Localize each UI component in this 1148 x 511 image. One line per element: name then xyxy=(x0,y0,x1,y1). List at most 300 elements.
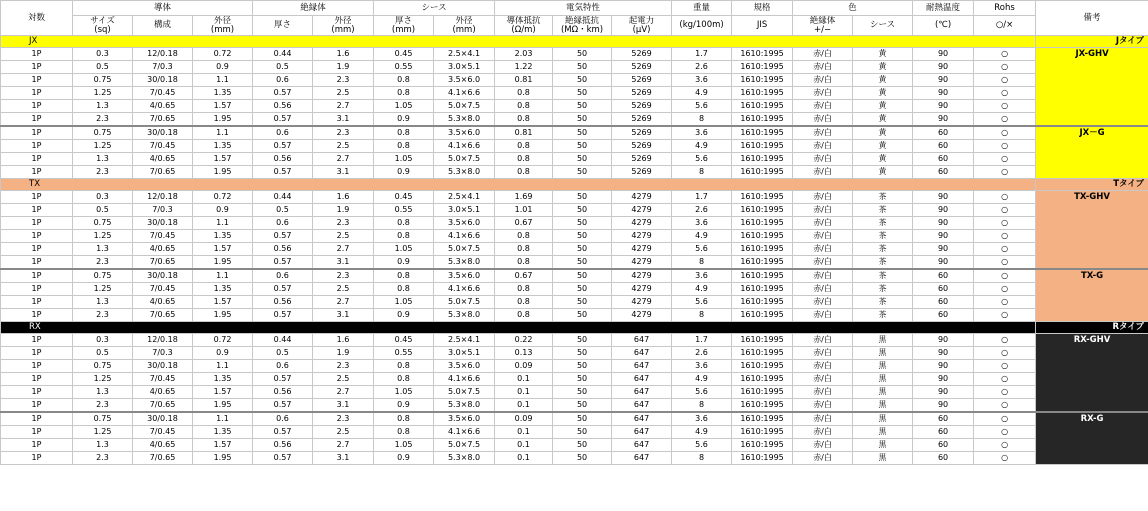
cell-sheath-color: 黒 xyxy=(853,347,913,360)
cell-insulation-color: 赤/白 xyxy=(793,74,853,87)
cell-sheath-color: 茶 xyxy=(853,309,913,322)
subheader-conductor-od: 外径 (mm) xyxy=(193,16,253,36)
cell-pairs: 1P xyxy=(1,360,73,373)
table-row xyxy=(1,191,1148,204)
cell-insulation-thickness: 0.56 xyxy=(253,386,313,399)
header-remarks: 備考 xyxy=(1036,1,1148,36)
cell-conductor-resistance: 0.8 xyxy=(495,166,553,179)
cell-sheath-od: 5.3×8.0 xyxy=(434,113,495,127)
subheader-sheath-od: 外径 (mm) xyxy=(434,16,495,36)
cell-conductor-od: 1.35 xyxy=(193,426,253,439)
cell-sheath-od: 4.1×6.6 xyxy=(434,426,495,439)
cell-rohs: ○ xyxy=(974,386,1036,399)
cell-rohs: ○ xyxy=(974,87,1036,100)
cell-insulation-thickness: 0.57 xyxy=(253,140,313,153)
cell-sheath-thickness: 0.8 xyxy=(374,217,434,230)
cell-conductor-od: 1.35 xyxy=(193,373,253,386)
cell-weight: 3.6 xyxy=(672,360,732,373)
cell-heat: 60 xyxy=(913,153,974,166)
cell-insulation-resistance: 50 xyxy=(553,61,612,74)
cell-conductor-resistance: 2.03 xyxy=(495,48,553,61)
cell-conductor-od: 1.57 xyxy=(193,153,253,166)
cell-jis: 1610:1995 xyxy=(732,243,793,256)
cell-heat: 90 xyxy=(913,386,974,399)
cell-pairs: 1P xyxy=(1,243,73,256)
cell-construction: 7/0.3 xyxy=(133,61,193,74)
cell-construction: 30/0.18 xyxy=(133,74,193,87)
cell-construction: 7/0.45 xyxy=(133,230,193,243)
cell-construction: 12/0.18 xyxy=(133,191,193,204)
cell-pairs: 1P xyxy=(1,386,73,399)
cell-insulation-thickness: 0.57 xyxy=(253,283,313,296)
cell-insulation-resistance: 50 xyxy=(553,283,612,296)
cell-insulation-thickness: 0.6 xyxy=(253,217,313,230)
cell-jis: 1610:1995 xyxy=(732,296,793,309)
cell-emf: 5269 xyxy=(612,61,672,74)
cell-emf: 5269 xyxy=(612,166,672,179)
cell-sheath-color: 茶 xyxy=(853,191,913,204)
cell-pairs: 1P xyxy=(1,347,73,360)
cell-construction: 4/0.65 xyxy=(133,153,193,166)
cell-heat: 90 xyxy=(913,100,974,113)
cell-construction: 7/0.65 xyxy=(133,166,193,179)
cell-construction: 12/0.18 xyxy=(133,334,193,347)
cell-conductor-od: 1.95 xyxy=(193,113,253,127)
cell-sheath-od: 2.5×4.1 xyxy=(434,334,495,347)
cell-heat: 90 xyxy=(913,87,974,100)
cell-conductor-resistance: 0.8 xyxy=(495,230,553,243)
cell-sheath-thickness: 0.8 xyxy=(374,87,434,100)
cell-weight: 5.6 xyxy=(672,100,732,113)
cell-sheath-thickness: 1.05 xyxy=(374,153,434,166)
cell-insulation-thickness: 0.5 xyxy=(253,204,313,217)
cell-pairs: 1P xyxy=(1,61,73,74)
spec-table-body xyxy=(1,36,1148,465)
table-row xyxy=(1,386,1148,399)
cell-conductor-od: 0.72 xyxy=(193,48,253,61)
cell-pairs: 1P xyxy=(1,126,73,140)
cell-pairs: 1P xyxy=(1,309,73,322)
cell-conductor-resistance: 0.67 xyxy=(495,217,553,230)
cell-size: 0.75 xyxy=(73,269,133,283)
subheader-rohs-mark: ○/× xyxy=(974,16,1036,36)
table-row xyxy=(1,153,1148,166)
cell-insulation-color: 赤/白 xyxy=(793,204,853,217)
table-row xyxy=(1,217,1148,230)
cell-size: 1.3 xyxy=(73,100,133,113)
table-row xyxy=(1,412,1148,426)
cell-insulation-resistance: 50 xyxy=(553,386,612,399)
cell-conductor-od: 1.35 xyxy=(193,283,253,296)
cell-jis: 1610:1995 xyxy=(732,412,793,426)
cell-size: 0.75 xyxy=(73,412,133,426)
cell-conductor-resistance: 0.8 xyxy=(495,87,553,100)
cell-sheath-od: 5.3×8.0 xyxy=(434,166,495,179)
cell-rohs: ○ xyxy=(974,439,1036,452)
cell-sheath-od: 3.5×6.0 xyxy=(434,412,495,426)
cell-weight: 4.9 xyxy=(672,140,732,153)
cell-jis: 1610:1995 xyxy=(732,61,793,74)
table-row xyxy=(1,126,1148,140)
cell-insulation-od: 3.1 xyxy=(313,256,374,270)
cell-conductor-resistance: 0.13 xyxy=(495,347,553,360)
table-row xyxy=(1,74,1148,87)
cell-insulation-thickness: 0.57 xyxy=(253,166,313,179)
cell-insulation-resistance: 50 xyxy=(553,256,612,270)
subheader-insulation-resistance: 絶縁抵抗 (MΩ・km) xyxy=(553,16,612,36)
table-row xyxy=(1,230,1148,243)
cell-insulation-resistance: 50 xyxy=(553,74,612,87)
cell-heat: 90 xyxy=(913,243,974,256)
cell-sheath-od: 3.5×6.0 xyxy=(434,360,495,373)
cell-weight: 2.6 xyxy=(672,204,732,217)
cell-sheath-color: 黄 xyxy=(853,48,913,61)
cell-emf: 4279 xyxy=(612,296,672,309)
header-pairs: 対数 xyxy=(1,1,73,36)
cell-conductor-od: 1.1 xyxy=(193,360,253,373)
cell-pairs: 1P xyxy=(1,256,73,270)
cell-insulation-od: 2.5 xyxy=(313,283,374,296)
cell-sheath-thickness: 0.8 xyxy=(374,230,434,243)
cell-conductor-od: 1.1 xyxy=(193,74,253,87)
cell-sheath-color: 黄 xyxy=(853,61,913,74)
cell-sheath-thickness: 0.8 xyxy=(374,283,434,296)
group-name: RX-GHV xyxy=(1036,334,1148,413)
cell-sheath-color: 黒 xyxy=(853,439,913,452)
table-row xyxy=(1,439,1148,452)
cell-sheath-color: 黄 xyxy=(853,74,913,87)
cell-sheath-od: 4.1×6.6 xyxy=(434,140,495,153)
subheader-jis: JIS xyxy=(732,16,793,36)
cell-sheath-od: 5.3×8.0 xyxy=(434,452,495,465)
cell-size: 0.5 xyxy=(73,204,133,217)
cell-sheath-color: 茶 xyxy=(853,256,913,270)
cell-conductor-resistance: 0.81 xyxy=(495,126,553,140)
cell-insulation-thickness: 0.57 xyxy=(253,230,313,243)
cell-sheath-color: 茶 xyxy=(853,243,913,256)
cell-heat: 90 xyxy=(913,373,974,386)
cell-heat: 90 xyxy=(913,113,974,127)
group-name: TX-GHV xyxy=(1036,191,1148,270)
table-row xyxy=(1,283,1148,296)
cell-insulation-color: 赤/白 xyxy=(793,166,853,179)
cell-insulation-od: 2.3 xyxy=(313,217,374,230)
cell-weight: 5.6 xyxy=(672,153,732,166)
cell-conductor-od: 1.95 xyxy=(193,309,253,322)
cell-insulation-thickness: 0.6 xyxy=(253,74,313,87)
cell-size: 2.3 xyxy=(73,452,133,465)
cell-conductor-resistance: 0.8 xyxy=(495,100,553,113)
cell-insulation-od: 2.5 xyxy=(313,230,374,243)
cell-conductor-od: 0.72 xyxy=(193,334,253,347)
cell-emf: 647 xyxy=(612,334,672,347)
section-code: TX xyxy=(1,179,1036,191)
cell-conductor-resistance: 0.67 xyxy=(495,269,553,283)
cell-insulation-resistance: 50 xyxy=(553,153,612,166)
cell-rohs: ○ xyxy=(974,412,1036,426)
cell-conductor-od: 1.57 xyxy=(193,439,253,452)
cell-rohs: ○ xyxy=(974,48,1036,61)
table-row xyxy=(1,426,1148,439)
section-header-row xyxy=(1,36,1148,48)
cell-rohs: ○ xyxy=(974,191,1036,204)
cell-sheath-od: 3.0×5.1 xyxy=(434,204,495,217)
group-name: RX-G xyxy=(1036,412,1148,465)
cell-insulation-od: 2.7 xyxy=(313,439,374,452)
cell-size: 1.25 xyxy=(73,230,133,243)
cell-weight: 8 xyxy=(672,309,732,322)
cell-heat: 90 xyxy=(913,334,974,347)
cell-pairs: 1P xyxy=(1,283,73,296)
cell-weight: 4.9 xyxy=(672,373,732,386)
cell-rohs: ○ xyxy=(974,426,1036,439)
cell-sheath-color: 茶 xyxy=(853,204,913,217)
cell-sheath-thickness: 0.8 xyxy=(374,360,434,373)
table-row xyxy=(1,360,1148,373)
cell-sheath-thickness: 0.8 xyxy=(374,426,434,439)
cell-pairs: 1P xyxy=(1,296,73,309)
cell-sheath-od: 3.5×6.0 xyxy=(434,269,495,283)
cell-construction: 4/0.65 xyxy=(133,439,193,452)
cell-insulation-thickness: 0.44 xyxy=(253,48,313,61)
cell-heat: 90 xyxy=(913,347,974,360)
table-row xyxy=(1,309,1148,322)
cell-construction: 30/0.18 xyxy=(133,126,193,140)
cell-jis: 1610:1995 xyxy=(732,113,793,127)
cell-pairs: 1P xyxy=(1,100,73,113)
cell-sheath-thickness: 0.55 xyxy=(374,347,434,360)
cell-insulation-thickness: 0.57 xyxy=(253,87,313,100)
cell-conductor-resistance: 0.8 xyxy=(495,140,553,153)
table-row xyxy=(1,334,1148,347)
cell-size: 0.75 xyxy=(73,217,133,230)
cell-insulation-resistance: 50 xyxy=(553,373,612,386)
cell-insulation-od: 3.1 xyxy=(313,309,374,322)
cell-insulation-thickness: 0.57 xyxy=(253,113,313,127)
cell-jis: 1610:1995 xyxy=(732,166,793,179)
cell-construction: 30/0.18 xyxy=(133,217,193,230)
cell-heat: 60 xyxy=(913,412,974,426)
cell-sheath-thickness: 0.45 xyxy=(374,191,434,204)
cell-pairs: 1P xyxy=(1,399,73,413)
cell-size: 1.3 xyxy=(73,296,133,309)
subheader-conductor-resistance: 導体抵抗 (Ω/m) xyxy=(495,16,553,36)
cell-insulation-od: 2.5 xyxy=(313,140,374,153)
cell-insulation-resistance: 50 xyxy=(553,217,612,230)
cell-construction: 12/0.18 xyxy=(133,48,193,61)
header-conductor: 導体 xyxy=(73,1,253,16)
cell-insulation-thickness: 0.57 xyxy=(253,399,313,413)
cell-insulation-resistance: 50 xyxy=(553,204,612,217)
cell-insulation-thickness: 0.57 xyxy=(253,373,313,386)
cell-sheath-thickness: 0.9 xyxy=(374,256,434,270)
cell-insulation-color: 赤/白 xyxy=(793,412,853,426)
section-code: RX xyxy=(1,322,1036,334)
cell-insulation-thickness: 0.57 xyxy=(253,256,313,270)
cell-sheath-od: 4.1×6.6 xyxy=(434,230,495,243)
cell-weight: 3.6 xyxy=(672,217,732,230)
table-row xyxy=(1,243,1148,256)
cell-pairs: 1P xyxy=(1,426,73,439)
cell-construction: 7/0.3 xyxy=(133,347,193,360)
cell-weight: 3.6 xyxy=(672,74,732,87)
cell-insulation-od: 2.3 xyxy=(313,269,374,283)
cell-emf: 647 xyxy=(612,452,672,465)
subheader-sheath-thickness: 厚さ (mm) xyxy=(374,16,434,36)
cell-emf: 647 xyxy=(612,373,672,386)
cell-insulation-resistance: 50 xyxy=(553,426,612,439)
cell-size: 0.5 xyxy=(73,347,133,360)
cell-conductor-od: 1.1 xyxy=(193,269,253,283)
cell-pairs: 1P xyxy=(1,334,73,347)
table-row xyxy=(1,373,1148,386)
cell-insulation-thickness: 0.56 xyxy=(253,243,313,256)
cell-insulation-color: 赤/白 xyxy=(793,61,853,74)
cell-insulation-od: 2.5 xyxy=(313,87,374,100)
cell-conductor-od: 0.9 xyxy=(193,204,253,217)
cell-sheath-od: 4.1×6.6 xyxy=(434,373,495,386)
cell-insulation-resistance: 50 xyxy=(553,399,612,413)
cell-conductor-resistance: 0.1 xyxy=(495,439,553,452)
cell-conductor-resistance: 0.1 xyxy=(495,399,553,413)
cell-pairs: 1P xyxy=(1,269,73,283)
subheader-size: サイズ (sq) xyxy=(73,16,133,36)
cell-construction: 4/0.65 xyxy=(133,243,193,256)
cell-conductor-resistance: 0.22 xyxy=(495,334,553,347)
cell-sheath-thickness: 0.8 xyxy=(374,373,434,386)
cell-emf: 4279 xyxy=(612,204,672,217)
cell-insulation-color: 赤/白 xyxy=(793,230,853,243)
cell-conductor-od: 1.95 xyxy=(193,399,253,413)
cell-jis: 1610:1995 xyxy=(732,399,793,413)
cell-jis: 1610:1995 xyxy=(732,48,793,61)
cell-size: 0.75 xyxy=(73,360,133,373)
cell-weight: 3.6 xyxy=(672,412,732,426)
cell-insulation-od: 1.6 xyxy=(313,191,374,204)
cell-insulation-od: 1.9 xyxy=(313,61,374,74)
cell-weight: 1.7 xyxy=(672,191,732,204)
cell-pairs: 1P xyxy=(1,204,73,217)
cell-rohs: ○ xyxy=(974,126,1036,140)
cell-insulation-resistance: 50 xyxy=(553,309,612,322)
cell-construction: 7/0.45 xyxy=(133,373,193,386)
cell-insulation-od: 2.7 xyxy=(313,100,374,113)
cell-insulation-od: 2.3 xyxy=(313,360,374,373)
cell-conductor-resistance: 0.8 xyxy=(495,153,553,166)
cell-sheath-od: 5.3×8.0 xyxy=(434,399,495,413)
cell-heat: 60 xyxy=(913,309,974,322)
cell-jis: 1610:1995 xyxy=(732,373,793,386)
cell-insulation-color: 赤/白 xyxy=(793,87,853,100)
cell-conductor-resistance: 0.8 xyxy=(495,296,553,309)
cell-weight: 5.6 xyxy=(672,243,732,256)
cell-insulation-od: 2.7 xyxy=(313,386,374,399)
cell-insulation-color: 赤/白 xyxy=(793,399,853,413)
cell-sheath-od: 5.0×7.5 xyxy=(434,439,495,452)
cell-insulation-resistance: 50 xyxy=(553,230,612,243)
cell-jis: 1610:1995 xyxy=(732,87,793,100)
cell-conductor-od: 1.1 xyxy=(193,412,253,426)
cell-pairs: 1P xyxy=(1,191,73,204)
cell-sheath-od: 3.5×6.0 xyxy=(434,126,495,140)
cell-rohs: ○ xyxy=(974,296,1036,309)
cell-jis: 1610:1995 xyxy=(732,74,793,87)
cell-weight: 5.6 xyxy=(672,386,732,399)
cell-rohs: ○ xyxy=(974,230,1036,243)
cell-insulation-color: 赤/白 xyxy=(793,153,853,166)
cell-conductor-resistance: 0.1 xyxy=(495,373,553,386)
cell-weight: 8 xyxy=(672,113,732,127)
cell-pairs: 1P xyxy=(1,452,73,465)
cell-size: 1.25 xyxy=(73,373,133,386)
cell-insulation-color: 赤/白 xyxy=(793,296,853,309)
cell-sheath-color: 黄 xyxy=(853,153,913,166)
cell-sheath-od: 5.0×7.5 xyxy=(434,386,495,399)
cell-weight: 8 xyxy=(672,166,732,179)
cell-rohs: ○ xyxy=(974,256,1036,270)
cell-sheath-thickness: 0.8 xyxy=(374,126,434,140)
cell-construction: 4/0.65 xyxy=(133,100,193,113)
cell-sheath-color: 黒 xyxy=(853,412,913,426)
cell-insulation-thickness: 0.5 xyxy=(253,347,313,360)
cell-jis: 1610:1995 xyxy=(732,217,793,230)
cell-insulation-resistance: 50 xyxy=(553,113,612,127)
cell-sheath-color: 黄 xyxy=(853,140,913,153)
cell-size: 1.25 xyxy=(73,140,133,153)
cell-insulation-resistance: 50 xyxy=(553,126,612,140)
header-heat: 耐熱温度 xyxy=(913,1,974,16)
cell-insulation-thickness: 0.56 xyxy=(253,439,313,452)
cell-pairs: 1P xyxy=(1,439,73,452)
cell-sheath-od: 5.0×7.5 xyxy=(434,296,495,309)
cell-size: 0.3 xyxy=(73,334,133,347)
cell-construction: 4/0.65 xyxy=(133,386,193,399)
table-row xyxy=(1,113,1148,127)
cell-construction: 30/0.18 xyxy=(133,412,193,426)
cell-insulation-resistance: 50 xyxy=(553,100,612,113)
cell-insulation-color: 赤/白 xyxy=(793,309,853,322)
cell-sheath-color: 黄 xyxy=(853,113,913,127)
cell-rohs: ○ xyxy=(974,373,1036,386)
cell-sheath-thickness: 0.9 xyxy=(374,399,434,413)
cell-sheath-od: 3.5×6.0 xyxy=(434,74,495,87)
cell-conductor-od: 0.9 xyxy=(193,61,253,74)
cell-conductor-resistance: 0.1 xyxy=(495,426,553,439)
cell-rohs: ○ xyxy=(974,283,1036,296)
cell-insulation-resistance: 50 xyxy=(553,140,612,153)
cell-conductor-od: 1.35 xyxy=(193,87,253,100)
table-row xyxy=(1,296,1148,309)
cell-insulation-resistance: 50 xyxy=(553,243,612,256)
cell-heat: 60 xyxy=(913,269,974,283)
cell-insulation-color: 赤/白 xyxy=(793,269,853,283)
cell-insulation-thickness: 0.56 xyxy=(253,153,313,166)
cell-insulation-color: 赤/白 xyxy=(793,426,853,439)
cell-insulation-resistance: 50 xyxy=(553,166,612,179)
cell-conductor-od: 0.9 xyxy=(193,347,253,360)
cell-sheath-od: 3.0×5.1 xyxy=(434,347,495,360)
cell-sheath-thickness: 0.8 xyxy=(374,412,434,426)
cell-size: 2.3 xyxy=(73,256,133,270)
cell-size: 1.3 xyxy=(73,439,133,452)
cell-insulation-od: 2.3 xyxy=(313,74,374,87)
cell-sheath-od: 5.0×7.5 xyxy=(434,153,495,166)
header-rohs: Rohs xyxy=(974,1,1036,16)
cell-insulation-thickness: 0.6 xyxy=(253,126,313,140)
table-row xyxy=(1,48,1148,61)
cell-insulation-resistance: 50 xyxy=(553,191,612,204)
cell-conductor-resistance: 0.09 xyxy=(495,360,553,373)
